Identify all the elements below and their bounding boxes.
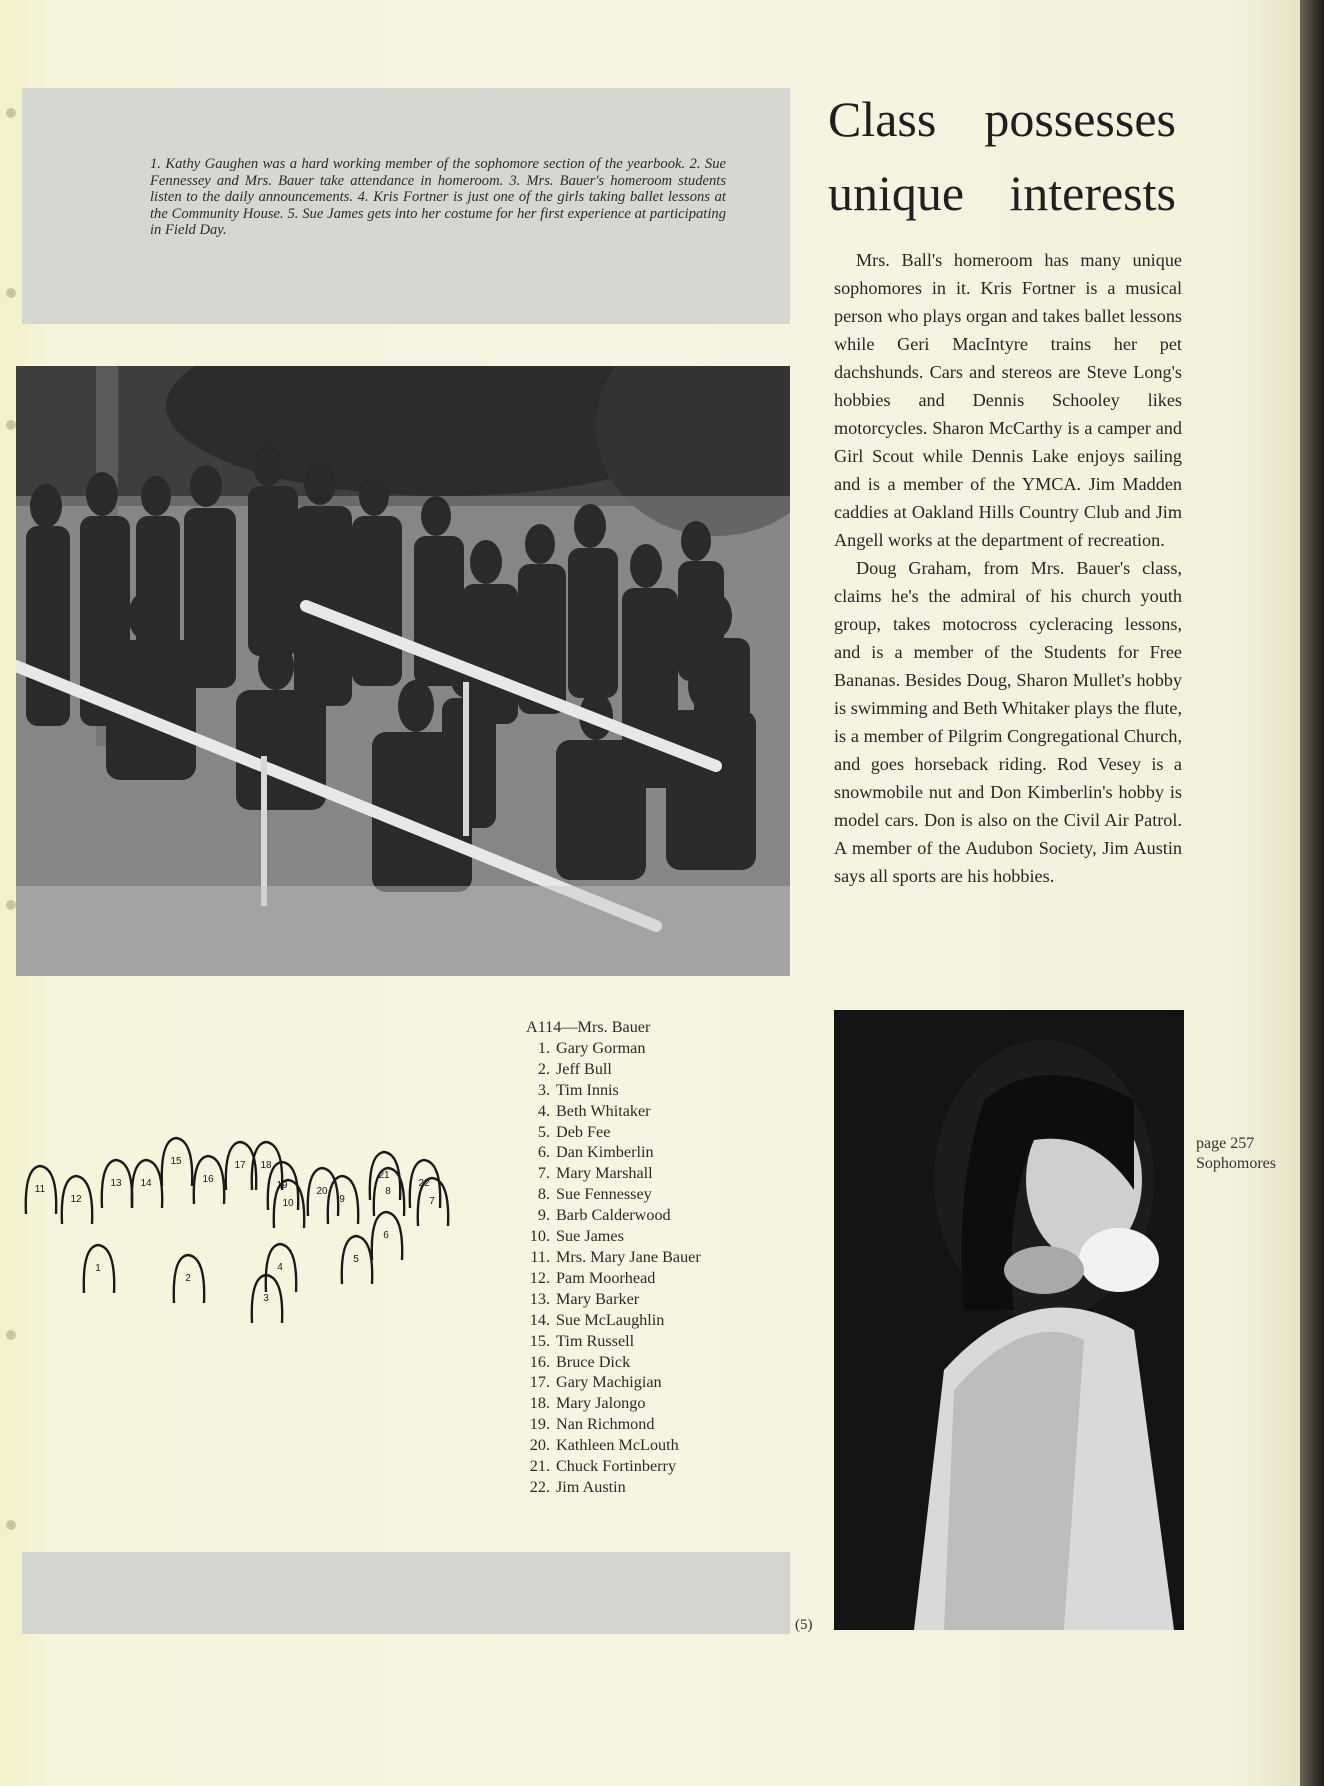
roster-entry <box>520 1038 750 1059</box>
key-figure-number: 4 <box>277 1262 283 1273</box>
roster-entry <box>520 1059 750 1080</box>
roster-entry-number: 21. <box>529 1457 550 1476</box>
roster-entry-name: Barb Calderwood <box>556 1206 671 1225</box>
key-figure-number: 21 <box>378 1170 390 1181</box>
roster-entry-number: 17. <box>529 1373 550 1392</box>
roster-entry-number: 3. <box>537 1080 550 1099</box>
binding-hole <box>6 288 16 298</box>
key-figure <box>26 1166 56 1214</box>
field-day-photo <box>834 1010 1184 1630</box>
roster-entry-number: 20. <box>529 1436 550 1455</box>
binding-hole <box>6 1330 16 1340</box>
photo-caption: 1. Kathy Gaughen was a hard working member of the sophomore section of the yearbook. 2. Sue Fennessey and Mrs. Bauer take attendance in homeroom. 3. Mrs. Bauer's homeroom students listen to the daily announcements. 4. Kris Fortner is just one of the girls taking ballet lessons at the Community House. 5. Sue James gets into her costume for her first experience at participating in Field Day. <box>150 156 726 239</box>
key-figure-number: 7 <box>429 1196 435 1207</box>
key-figure-number: 8 <box>385 1186 391 1197</box>
article-paragraph: Mrs. Ball's homeroom has many unique sophomores in it. Kris Fortner is a musical person who plays organ and takes ballet lessons while Geri MacIntyre trains her pet dachshunds. Cars and stereos are Steve Long's hobbies and Dennis Schooley likes motorcycles. Sharon McCarthy is a camper and Girl Scout while Dennis Lake enjoys sailing and is a member of the YMCA. Jim Madden caddies at Oakland Hills Country Club and Jim Angell works at the department of recreation. <box>834 250 1182 550</box>
roster-entry-name: Gary Gorman <box>556 1038 646 1057</box>
key-figure-number: 11 <box>34 1184 46 1195</box>
roster-entry-name: Sue McLaughlin <box>556 1310 665 1329</box>
roster-entry-number: 13. <box>529 1289 550 1308</box>
roster-entry-number: 18. <box>529 1394 550 1413</box>
key-figure <box>84 1245 114 1293</box>
roster-entry-name: Tim Innis <box>556 1080 619 1099</box>
roster-entry-number: 9. <box>537 1206 550 1225</box>
photo-key-diagram <box>16 1130 506 1390</box>
key-figure-number: 10 <box>282 1198 294 1209</box>
roster-entry-name: Nan Richmond <box>556 1415 655 1434</box>
roster-entry-name: Beth Whitaker <box>556 1101 651 1120</box>
roster-entry-number: 2. <box>537 1059 550 1078</box>
roster-entry-number: 10. <box>529 1227 550 1246</box>
key-figure <box>132 1160 162 1208</box>
key-figure-number: 15 <box>170 1156 182 1167</box>
roster-entry <box>520 1414 750 1435</box>
binding-hole <box>6 108 16 118</box>
key-figure-number: 12 <box>70 1194 82 1205</box>
homeroom-group-photo <box>16 366 790 976</box>
homeroom-roster <box>520 1017 750 1498</box>
key-figure <box>372 1212 402 1260</box>
roster-entry <box>520 1142 750 1163</box>
roster-list <box>520 1038 750 1498</box>
roster-entry-number: 15. <box>529 1331 550 1350</box>
roster-entry <box>520 1310 750 1331</box>
roster-entry <box>520 1184 750 1205</box>
roster-entry <box>520 1435 750 1456</box>
roster-entry <box>520 1372 750 1393</box>
roster-entry-name: Mary Barker <box>556 1289 640 1308</box>
roster-entry <box>520 1352 750 1373</box>
roster-entry <box>520 1289 750 1310</box>
roster-entry-number: 6. <box>537 1143 550 1162</box>
roster-entry-name: Gary Machigian <box>556 1373 662 1392</box>
key-figure <box>328 1176 358 1224</box>
page-edge-shadow <box>1300 0 1324 1786</box>
roster-entry-name: Pam Moorhead <box>556 1268 656 1287</box>
roster-entry <box>520 1247 750 1268</box>
key-figure-number: 20 <box>316 1186 328 1197</box>
roster-entry <box>520 1163 750 1184</box>
key-figure-number: 2 <box>185 1273 191 1284</box>
key-figure <box>266 1244 296 1292</box>
page-headline <box>828 82 1176 230</box>
binding-hole <box>6 900 16 910</box>
roster-entry <box>520 1101 750 1122</box>
roster-entry-number: 7. <box>537 1164 550 1183</box>
roster-entry-name: Sue Fennessey <box>556 1185 652 1204</box>
roster-entry-number: 5. <box>537 1122 550 1141</box>
article-paragraph: Doug Graham, from Mrs. Bauer's class, claims he's the admiral of his church youth group, takes motocross cycleracing lessons, and is a member of the Students for Free Bananas. Besides Doug, Sharon Mullet's hobby is swimming and Beth Whitaker plays the flute, is a member of Pilgrim Congregational Church, and goes horseback riding. Rod Vesey is a snowmobile nut and Don Kimberlin's hobby is model cars. Don is also on the Civil Air Patrol. A member of the Audubon Society, Jim Austin says all sports are his hobbies. <box>834 558 1182 886</box>
key-figure-number: 14 <box>140 1178 152 1189</box>
roster-entry-name: Tim Russell <box>556 1331 635 1350</box>
key-figure <box>174 1255 204 1303</box>
key-figure-number: 18 <box>260 1160 272 1171</box>
key-figure-number: 9 <box>339 1194 345 1205</box>
key-figure <box>308 1168 338 1216</box>
key-figure <box>342 1236 372 1284</box>
key-figure <box>194 1156 224 1204</box>
binding-hole <box>6 1520 16 1530</box>
roster-entry-name: Dan Kimberlin <box>556 1143 654 1162</box>
key-figure-number: 19 <box>276 1180 288 1191</box>
key-figure-number: 5 <box>353 1254 359 1265</box>
roster-entry <box>520 1268 750 1289</box>
roster-entry <box>520 1477 750 1498</box>
roster-entry-name: Sue James <box>556 1227 624 1246</box>
headline-line-2: unique interests <box>828 165 1176 221</box>
key-silhouettes <box>16 1130 506 1390</box>
roster-entry-number: 19. <box>529 1415 550 1434</box>
roster-entry-number: 16. <box>529 1352 550 1371</box>
roster-entry-name: Bruce Dick <box>556 1352 631 1371</box>
roster-entry-name: Mary Marshall <box>556 1164 653 1183</box>
roster-entry <box>520 1080 750 1101</box>
roster-entry <box>520 1331 750 1352</box>
key-figure <box>62 1176 92 1224</box>
key-figure <box>102 1160 132 1208</box>
key-figure-number: 1 <box>95 1263 101 1274</box>
key-figure-number: 6 <box>383 1230 389 1241</box>
roster-entry <box>520 1393 750 1414</box>
key-figure <box>252 1275 282 1323</box>
roster-entry-name: Deb Fee <box>556 1122 611 1141</box>
bottom-panel <box>22 1552 790 1634</box>
roster-title: A114—Mrs. Bauer <box>526 1018 651 1036</box>
roster-entry-number: 12. <box>529 1268 550 1287</box>
roster-entry-name: Jim Austin <box>556 1477 626 1496</box>
roster-entry <box>520 1456 750 1477</box>
key-figure <box>162 1138 192 1186</box>
roster-entry-number: 4. <box>537 1101 550 1120</box>
article-body <box>834 246 1182 890</box>
roster-entry-name: Kathleen McLouth <box>556 1436 679 1455</box>
binding-hole <box>6 420 16 430</box>
roster-entry-name: Chuck Fortinberry <box>556 1457 677 1476</box>
key-figure <box>410 1160 440 1208</box>
roster-entry-number: 22. <box>529 1477 550 1496</box>
page-ref-number: page 257 <box>1196 1135 1255 1152</box>
roster-entry <box>520 1122 750 1143</box>
roster-entry <box>520 1226 750 1247</box>
headline-line-1: Class possesses <box>828 91 1176 147</box>
folio-number: (5) <box>795 1617 813 1633</box>
key-figure-number: 13 <box>110 1178 122 1189</box>
roster-entry-number: 14. <box>529 1310 550 1329</box>
roster-entry-number: 8. <box>537 1185 550 1204</box>
page-ref-section: Sophomores <box>1196 1155 1276 1172</box>
roster-entry-number: 1. <box>537 1038 550 1057</box>
roster-entry-name: Jeff Bull <box>556 1059 612 1078</box>
key-figure-number: 16 <box>202 1174 214 1185</box>
group-photo-image <box>16 366 790 976</box>
field-day-photo-image <box>834 1010 1184 1630</box>
page-reference <box>1196 1134 1276 1174</box>
key-figure-number: 17 <box>234 1160 246 1171</box>
roster-entry-name: Mary Jalongo <box>556 1394 646 1413</box>
key-figure-number: 22 <box>418 1178 430 1189</box>
roster-entry-name: Mrs. Mary Jane Bauer <box>556 1247 701 1266</box>
roster-entry-number: 11. <box>530 1247 550 1266</box>
key-figure-number: 3 <box>263 1293 269 1304</box>
roster-entry <box>520 1205 750 1226</box>
